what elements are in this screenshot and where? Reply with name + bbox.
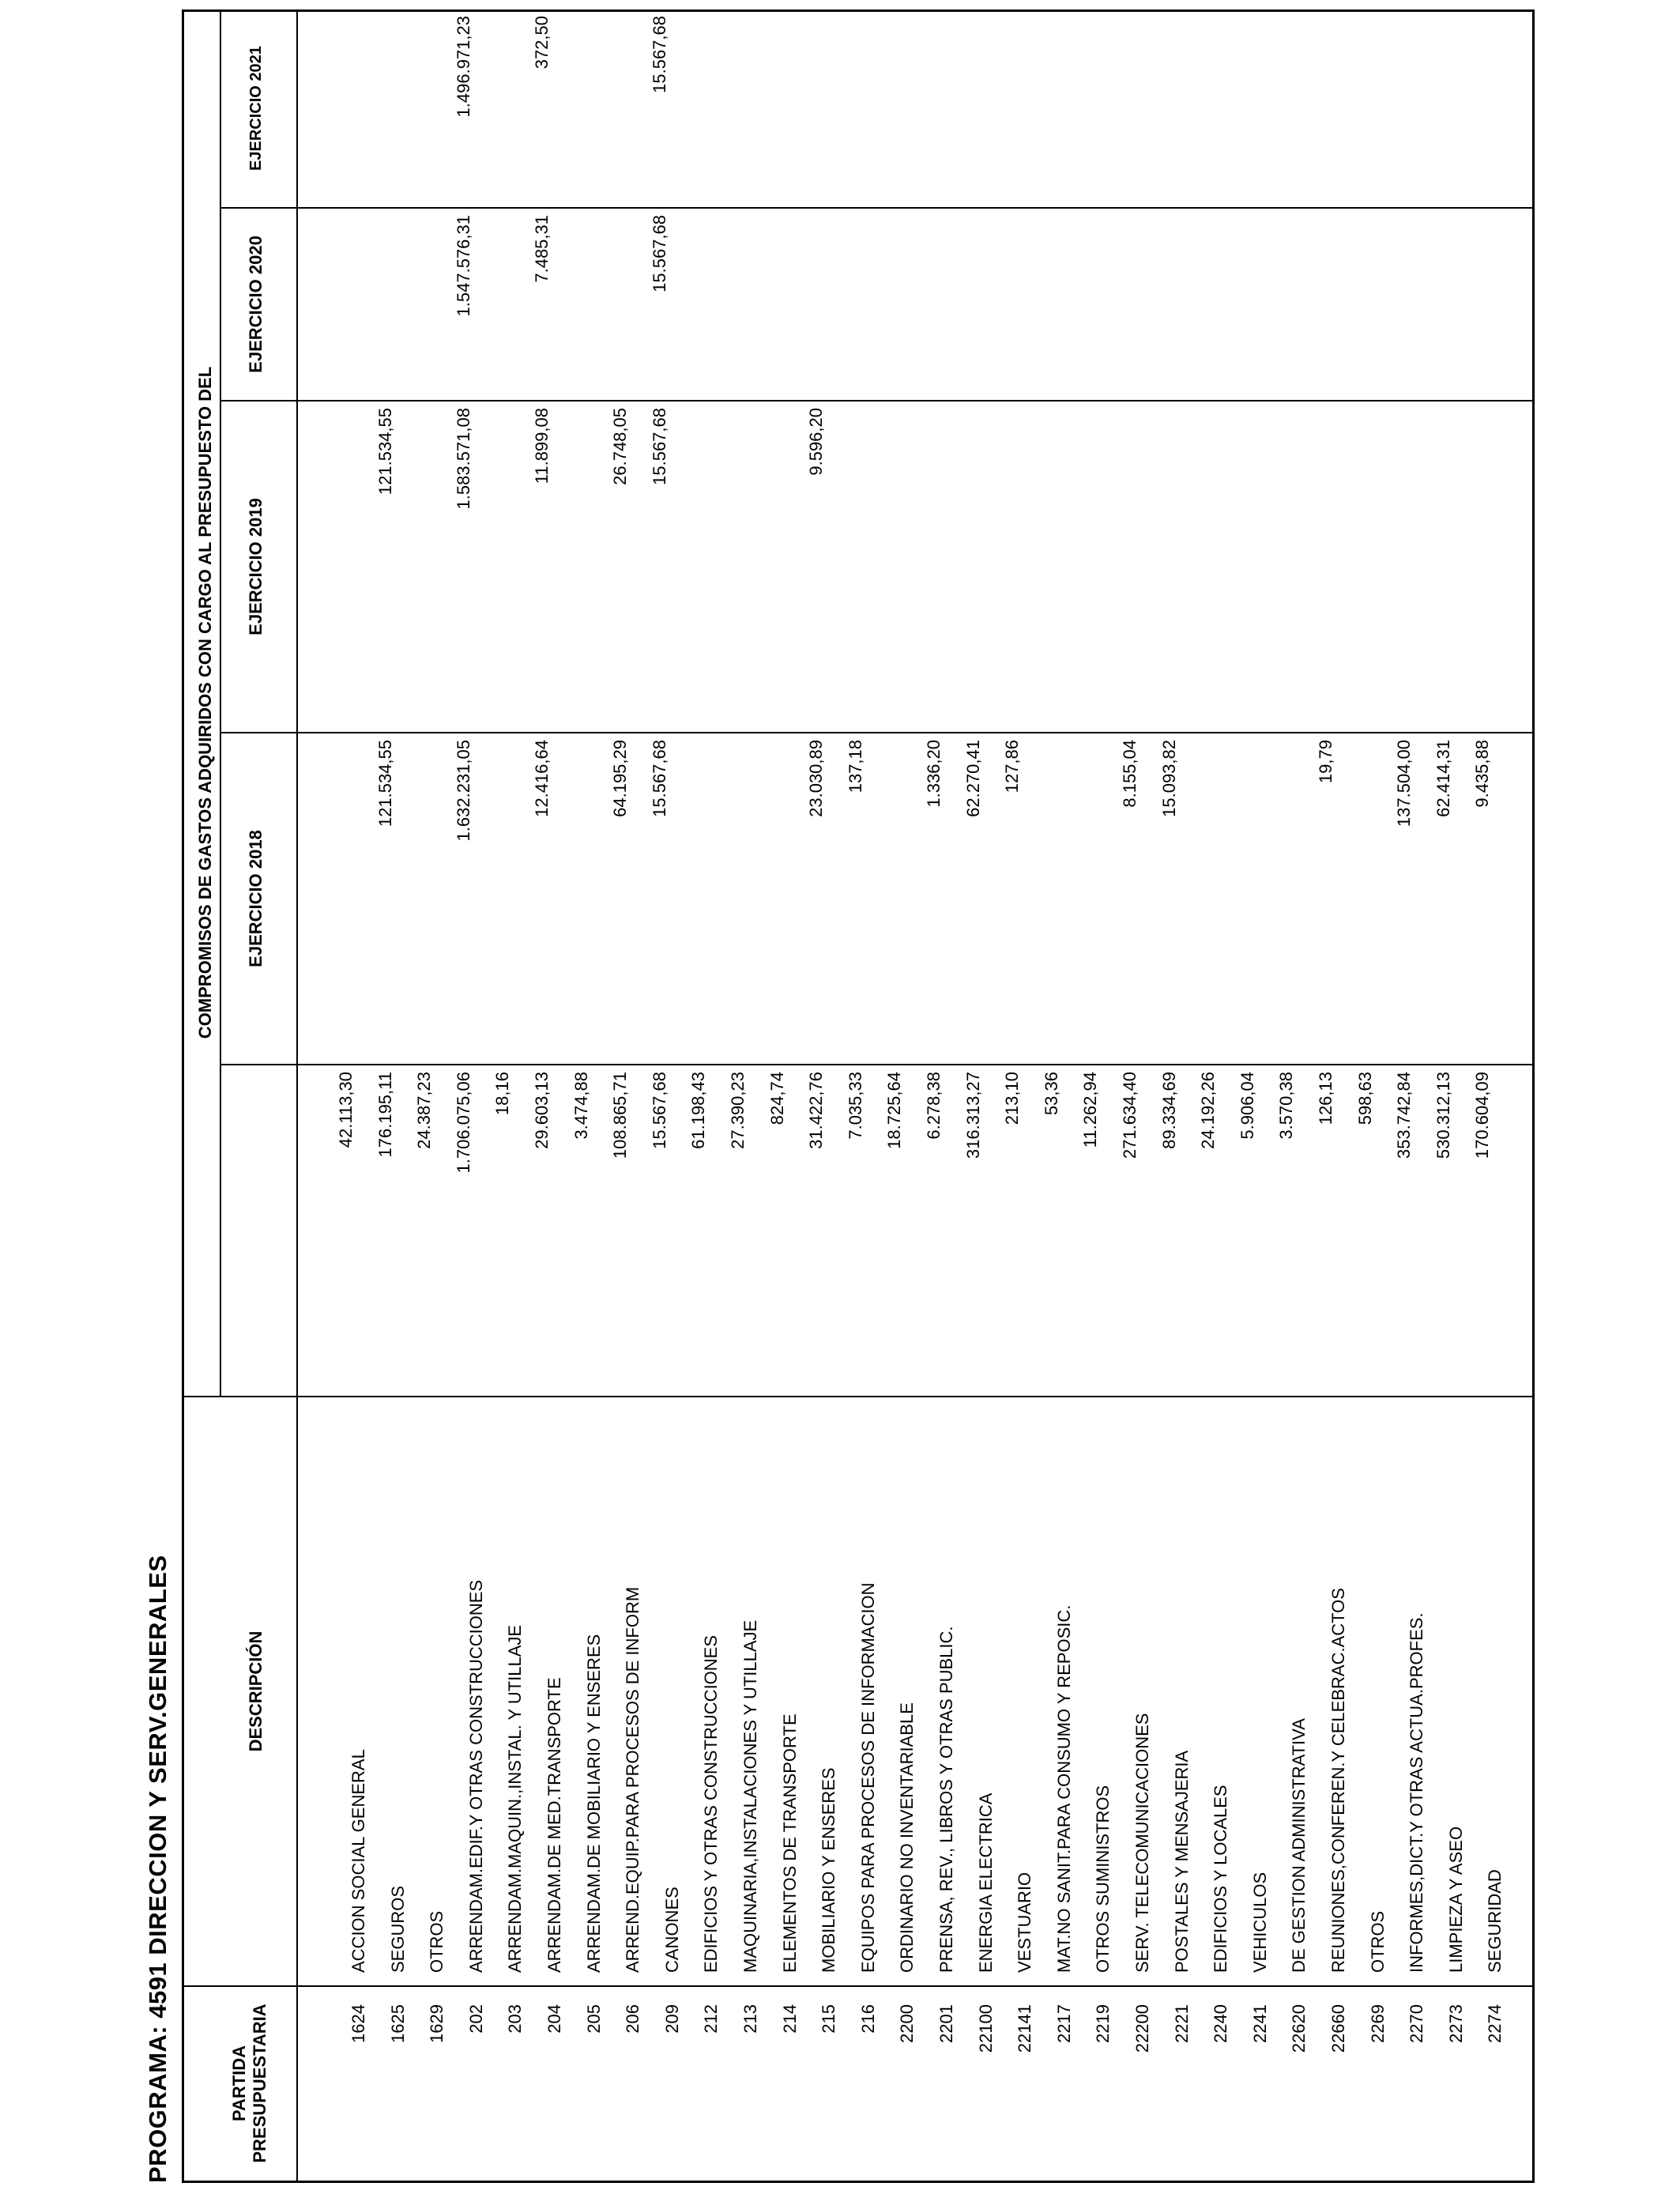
vline-2020 [220, 400, 1535, 401]
row-value: 8.155,04 [1120, 740, 1139, 808]
row-description: SERV. TELECOMUNICACIONES [1132, 1713, 1152, 1973]
row-description: INFORMES,DICT.Y OTRAS ACTUA.PROFES. [1407, 1612, 1427, 1973]
row-description: LIMPIEZA Y ASEO [1445, 1826, 1466, 1973]
row-value: 15.567,68 [649, 16, 669, 93]
row-description: SEGURIDAD [1485, 1869, 1505, 1973]
row-code: 206 [623, 2004, 643, 2034]
row-description: SEGUROS [387, 1885, 408, 1973]
vline-2018 [220, 1064, 1535, 1065]
row-value: 29.603,13 [532, 1072, 552, 1149]
row-code: 2217 [1053, 2004, 1074, 2043]
row-value: 316.313,27 [962, 1072, 983, 1159]
row-code: 212 [701, 2004, 721, 2034]
row-value: 27.390,23 [728, 1072, 748, 1149]
row-description: OTROS [427, 1910, 447, 1973]
row-value: 11.899,08 [532, 408, 552, 484]
row-code: 2200 [897, 2004, 917, 2043]
row-value: 137.504,00 [1394, 740, 1414, 827]
row-value: 31.422,76 [806, 1072, 827, 1149]
row-value: 108.865,71 [610, 1072, 631, 1159]
row-code: 2270 [1407, 2004, 1427, 2043]
row-code: 2273 [1445, 2004, 1466, 2043]
row-value: 7.035,33 [845, 1072, 865, 1140]
row-code: 2274 [1485, 2004, 1505, 2043]
row-code: 205 [583, 2004, 604, 2034]
row-code: 1624 [348, 2004, 368, 2043]
row-value: 24.387,23 [414, 1072, 435, 1149]
row-value: 1.496.971,23 [453, 16, 473, 118]
row-value: 15.567,68 [649, 408, 669, 485]
vline-2019 [220, 732, 1535, 733]
header-descripcion: DESCRIPCIÓN [246, 1630, 266, 1752]
hline-compromisos [220, 9, 221, 1397]
row-code: 213 [740, 2004, 760, 2034]
row-value: 9.596,20 [806, 408, 827, 476]
row-description: EQUIPOS PARA PROCESOS DE INFORMACION [857, 1582, 878, 1973]
row-value: 353.742,84 [1394, 1072, 1414, 1159]
header-compromisos: COMPROMISOS DE GASTOS ADQUIRIDOS CON CARGO AL PRESUPUESTO DEL [195, 366, 215, 1039]
row-value: 372,50 [532, 16, 552, 70]
row-value: 1.632.231,05 [453, 740, 473, 842]
row-value: 6.278,38 [924, 1072, 944, 1140]
program-title: PROGRAMA: 4591 DIRECCION Y SERV.GENERALES [144, 1555, 171, 2183]
row-value: 11.262,94 [1080, 1072, 1101, 1148]
row-value: 42.113,30 [336, 1072, 356, 1148]
row-value: 126,13 [1316, 1072, 1335, 1125]
row-description: MAQUINARIA,INSTALACIONES Y UTILLAJE [740, 1619, 760, 1973]
row-description: DE GESTION ADMINISTRATIVA [1289, 1718, 1309, 1973]
row-description: ARRENDAM.MAQUIN.,INSTAL. Y UTILLAJE [505, 1624, 525, 1973]
row-code: 22100 [975, 2004, 996, 2053]
row-value: 24.192,26 [1198, 1072, 1219, 1149]
row-description: ARREND.EQUIP.PARA PROCESOS DE INFORM [623, 1586, 643, 1973]
row-description: REUNIONES,CONFEREN.Y CELEBRAC.ACTOS [1328, 1588, 1348, 1973]
row-value: 62.270,41 [962, 740, 983, 817]
row-value: 137,18 [845, 740, 865, 794]
row-description: ARRENDAM.EDIF.Y OTRAS CONSTRUCCIONES [465, 1579, 486, 1973]
row-value: 15.093,82 [1158, 740, 1179, 817]
row-value: 127,86 [1002, 740, 1023, 794]
row-value: 3.474,88 [571, 1072, 591, 1140]
row-value: 1.706.075,06 [453, 1072, 473, 1174]
row-value: 53,36 [1041, 1072, 1061, 1116]
hline-header [296, 9, 298, 2183]
row-value: 61.198,43 [688, 1072, 709, 1149]
row-value: 1.547.576,31 [453, 215, 473, 317]
row-code: 214 [779, 2004, 800, 2034]
row-description: ARRENDAM.DE MED.TRANSPORTE [544, 1677, 564, 1973]
row-value: 5.906,04 [1237, 1072, 1257, 1140]
row-code: 22141 [1015, 2004, 1035, 2053]
row-value: 15.567,68 [649, 1072, 669, 1149]
row-value: 530.312,13 [1433, 1072, 1453, 1159]
row-code: 2219 [1093, 2004, 1113, 2043]
header-2020: EJERCICIO 2020 [246, 236, 266, 373]
row-description: OTROS [1367, 1910, 1388, 1973]
row-code: 209 [661, 2004, 682, 2034]
row-code: 2221 [1171, 2004, 1192, 2043]
row-value: 271.634,40 [1120, 1072, 1139, 1159]
row-code: 2240 [1211, 2004, 1231, 2043]
row-value: 121.534,55 [375, 740, 395, 827]
row-description: EDIFICIOS Y OTRAS CONSTRUCCIONES [701, 1634, 721, 1973]
row-code: 2201 [936, 2004, 956, 2043]
row-description: OTROS SUMINISTROS [1093, 1785, 1113, 1973]
vline-2021 [220, 207, 1535, 209]
row-description: ACCION SOCIAL GENERAL [348, 1749, 368, 1973]
row-value: 1.336,20 [924, 740, 944, 808]
row-description: CANONES [661, 1887, 682, 1973]
row-code: 1629 [427, 2004, 447, 2043]
row-value: 176.195,11 [375, 1072, 395, 1158]
row-description: PRENSA, REV., LIBROS Y OTRAS PUBLIC. [936, 1626, 956, 1973]
row-value: 12.416,64 [532, 740, 552, 817]
row-code: 204 [544, 2004, 564, 2034]
header-2021: EJERCICIO 2021 [247, 46, 265, 171]
row-description: MAT.NO SANIT.PARA CONSUMO Y REPOSIC. [1053, 1604, 1074, 1973]
row-description: ENERGIA ELECTRICA [975, 1793, 996, 1973]
row-value: 23.030,89 [806, 740, 827, 817]
row-value: 824,74 [767, 1072, 787, 1125]
row-value: 7.485,31 [532, 215, 552, 283]
row-code: 2269 [1367, 2004, 1388, 2043]
row-description: EDIFICIOS Y LOCALES [1211, 1785, 1231, 1973]
row-code: 2241 [1249, 2004, 1270, 2043]
vline-descripcion [182, 1396, 1535, 1397]
row-description: POSTALES Y MENSAJERIA [1171, 1750, 1192, 1973]
row-value: 18,16 [492, 1072, 513, 1116]
row-value: 9.435,88 [1472, 740, 1493, 808]
row-value: 15.567,68 [649, 215, 669, 292]
row-description: VEHICULOS [1249, 1872, 1270, 1973]
row-description: ARRENDAM.DE MOBILIARIO Y ENSERES [583, 1634, 604, 1973]
row-code: 22660 [1328, 2004, 1348, 2053]
row-description: MOBILIARIO Y ENSERES [819, 1767, 839, 1973]
row-code: 216 [857, 2004, 878, 2034]
row-value: 170.604,09 [1472, 1072, 1493, 1159]
row-code: 215 [819, 2004, 839, 2034]
row-value: 19,79 [1316, 740, 1335, 784]
row-value: 26.748,05 [610, 408, 631, 485]
row-code: 22200 [1132, 2004, 1152, 2053]
row-value: 89.334,69 [1158, 1072, 1179, 1149]
row-code: 1625 [387, 2004, 408, 2043]
row-code: 202 [465, 2004, 486, 2034]
row-value: 213,10 [1002, 1072, 1023, 1125]
row-value: 18.725,64 [884, 1072, 905, 1149]
row-value: 64.195,29 [610, 740, 631, 817]
row-value: 598,63 [1354, 1072, 1375, 1125]
row-value: 15.567,68 [649, 740, 669, 817]
row-value: 121.534,55 [375, 408, 395, 496]
header-2019: EJERCICIO 2019 [246, 498, 266, 635]
row-code: 22620 [1289, 2004, 1309, 2053]
row-value: 1.583.571,08 [453, 408, 473, 510]
row-value: 62.414,31 [1433, 740, 1453, 817]
row-description: ELEMENTOS DE TRANSPORTE [779, 1713, 800, 1973]
row-value: 3.570,38 [1276, 1072, 1297, 1140]
header-partida: PARTIDA PRESUPUESTARIA [229, 2004, 269, 2163]
vline-partida [182, 1985, 1535, 1987]
row-code: 203 [505, 2004, 525, 2034]
row-description: ORDINARIO NO INVENTARIABLE [897, 1702, 917, 1973]
header-2018: EJERCICIO 2018 [246, 830, 266, 967]
row-description: VESTUARIO [1015, 1872, 1035, 1973]
